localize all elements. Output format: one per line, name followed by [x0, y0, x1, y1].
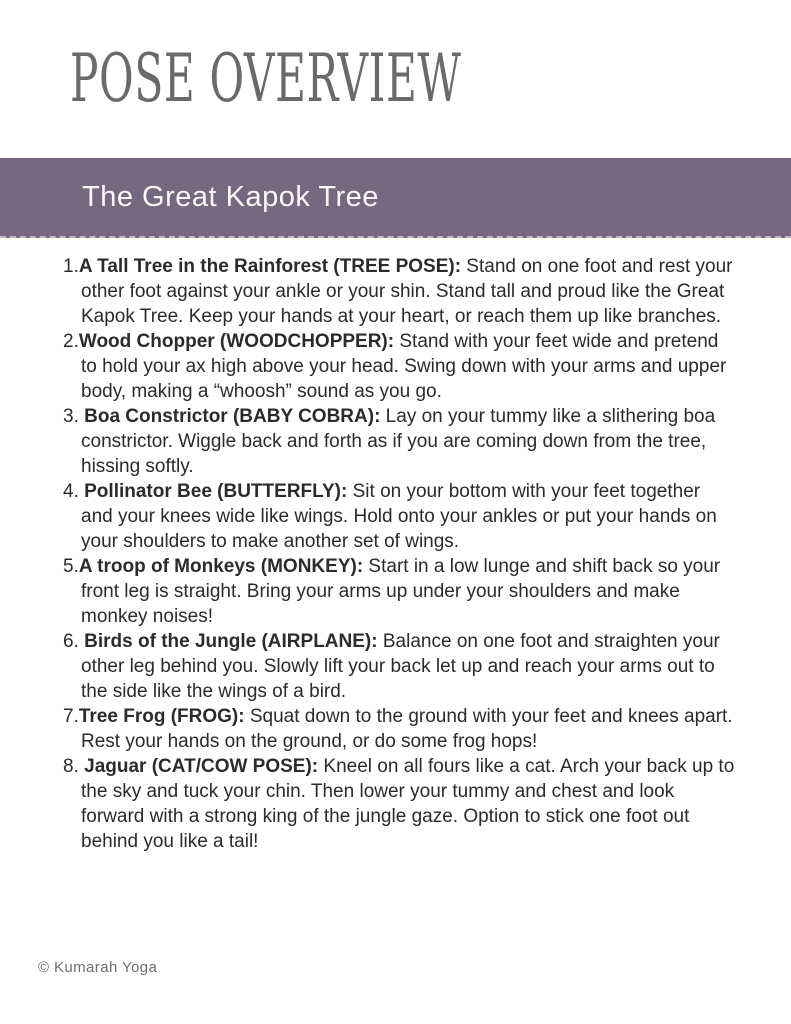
pose-item [63, 629, 735, 704]
pose-number: 7. [63, 706, 79, 727]
pose-description: Stand with your feet wide and pretend to hold your ax high above your head. Swing down with your arms and upper body, making a “whoosh” sound as you go. [81, 331, 727, 402]
pose-number: 3. [63, 406, 79, 427]
pose-description: Lay on your tummy like a slithering boa constrictor. Wiggle back and forth as if you are coming down from the tree, hissing softly. [81, 406, 716, 477]
pose-number: 2. [63, 331, 79, 352]
pose-description: Kneel on all fours like a cat. Arch your back up to the sky and tuck your chin. Then lower your tummy and chest and look forward with a strong king of the jungle gaze. Option to stick one foot out behind you like a tail! [81, 756, 735, 852]
pose-name: Wood Chopper (WOODCHOPPER): [78, 331, 395, 352]
pose-description: Start in a low lunge and shift back so your front leg is straight. Bring your arms up under your shoulders and make monkey noises! [81, 556, 721, 627]
pose-name: Tree Frog (FROG): [78, 706, 245, 727]
footer-copyright: © Kumarah Yoga [38, 959, 158, 976]
pose-description: Balance on one foot and straighten your other leg behind you. Slowly lift your back let up and reach your arms out to the side like the wings of a bird. [81, 631, 720, 702]
pose-item [63, 704, 735, 754]
pose-name: Jaguar (CAT/COW POSE): [78, 756, 319, 777]
pose-name: A Tall Tree in the Rainforest (TREE POSE): [78, 256, 462, 277]
pose-name: Pollinator Bee (BUTTERFLY): [78, 481, 348, 502]
pose-description: Sit on your bottom with your feet together and your knees wide like wings. Hold onto your ankles or put your hands on your shoulders to make another set of wings. [81, 481, 717, 552]
pose-description: Squat down to the ground with your feet and knees apart. Rest your hands on the ground, or do some frog hops! [81, 706, 733, 752]
pose-number: 5. [63, 556, 79, 577]
pose-number: 4. [63, 481, 79, 502]
pose-number: 6. [63, 631, 79, 652]
pose-list [63, 254, 735, 854]
pose-item [63, 479, 735, 554]
pose-item [63, 254, 735, 329]
pose-name: A troop of Monkeys (MONKEY): [78, 556, 364, 577]
pose-item [63, 329, 735, 404]
pose-description: Stand on one foot and rest your other foot against your ankle or your shin. Stand tall and proud like the Great Kapok Tree. Keep your hands at your heart, or reach them up like branches. [81, 256, 733, 327]
pose-item [63, 554, 735, 629]
pose-number: 8. [63, 756, 79, 777]
pose-name: Birds of the Jungle (AIRPLANE): [78, 631, 378, 652]
banner-title: The Great Kapok Tree [82, 180, 379, 213]
pose-number: 1. [63, 256, 79, 277]
pose-name: Boa Constrictor (BABY COBRA): [78, 406, 381, 427]
page-title: POSE OVERVIEW [70, 40, 462, 117]
pose-item [63, 754, 735, 854]
section-banner [0, 158, 791, 238]
pose-item [63, 404, 735, 479]
